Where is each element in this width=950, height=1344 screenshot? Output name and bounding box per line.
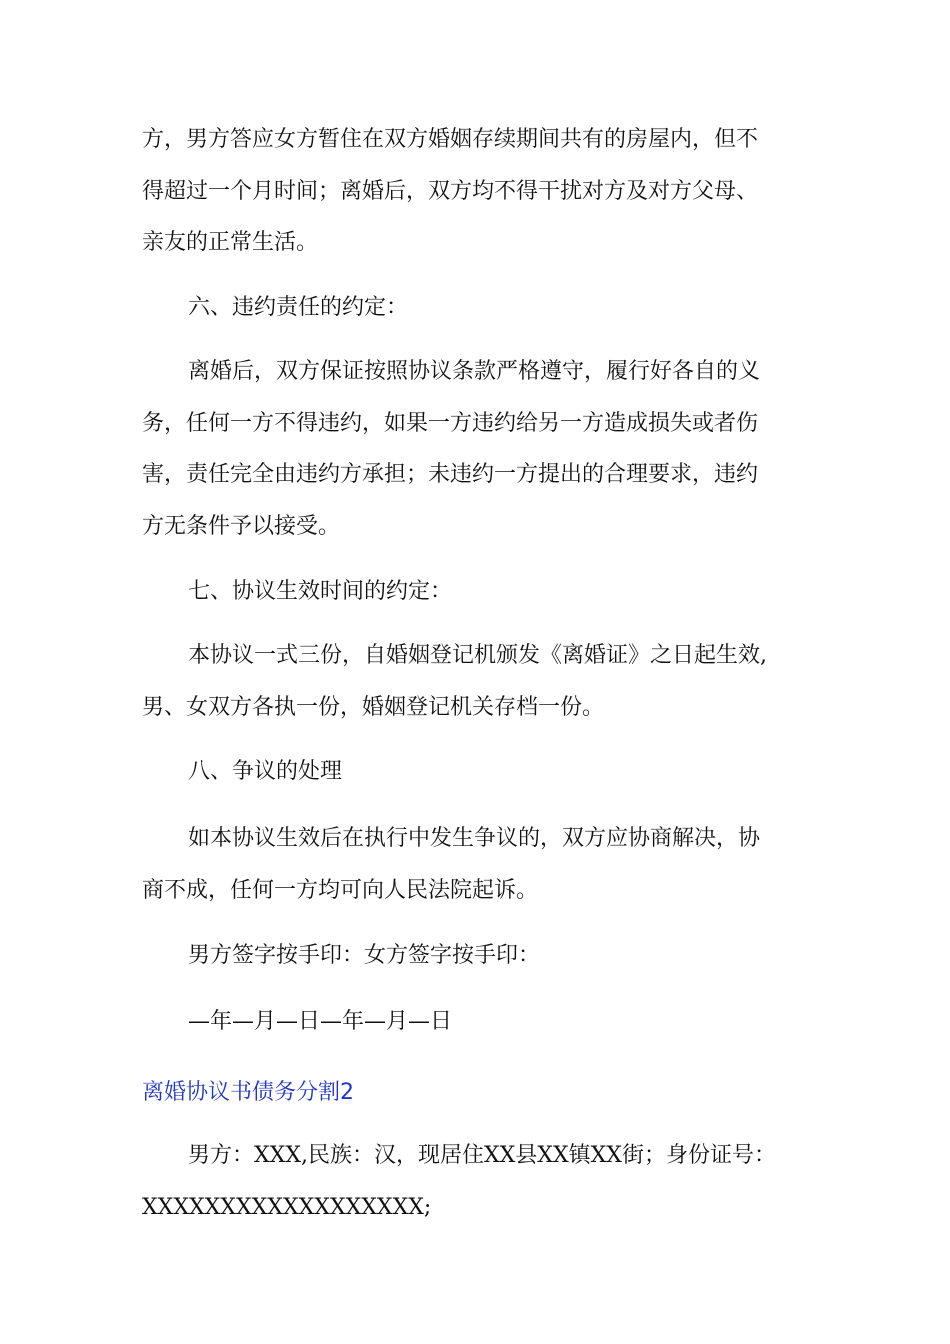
text-line: 七、协议生效时间的约定：: [188, 579, 453, 604]
text-line: 害，责任完全由违约方承担；未违约一方提出的合理要求，违约: [142, 462, 759, 487]
text-line: 男方：XXX,民族：汉，现居住XX县XX镇XX街；身份证号：: [188, 1143, 776, 1168]
text-line: 男、女双方各执一份，婚姻登记机关存档一份。: [142, 694, 605, 720]
signature-line: [188, 930, 860, 982]
text-line: 方无条件予以接受。: [142, 513, 341, 539]
paragraph-effective-terms: [142, 630, 814, 733]
text-line: 六、违约责任的约定：: [188, 295, 409, 320]
text-line: —年—月—日—年—月—日: [188, 1009, 453, 1034]
section-heading-effective-date: [188, 566, 860, 618]
text-line: XXXXXXXXXXXXXXXXXX;: [142, 1194, 432, 1220]
text-line: 务，任何一方不得违约，如果一方违约给另一方造成损失或者伤: [142, 410, 759, 436]
date-line: [188, 996, 860, 1048]
section-heading-breach: [188, 282, 860, 334]
section-heading-disputes: [188, 746, 860, 798]
text-line: 男方签字按手印：女方签字按手印：: [188, 943, 541, 968]
text-line: 得超过一个月时间；离婚后，双方均不得干扰对方及对方父母、: [142, 178, 759, 204]
document-heading: 离婚协议书债务分割2: [142, 1080, 354, 1105]
text-line: 八、争议的处理: [188, 759, 343, 784]
text-line: 方，男方答应女方暂住在双方婚姻存续期间共有的房屋内，但不: [142, 127, 759, 152]
paragraph-dispute-terms: [142, 813, 814, 916]
paragraph-party-info: [142, 1130, 814, 1233]
paragraph-breach-terms: [142, 346, 814, 552]
text-line: 商不成，任何一方均可向人民法院起诉。: [142, 877, 539, 903]
text-line: 亲友的正常生活。: [142, 230, 319, 255]
text-line: 离婚后，双方保证按照协议条款严格遵守，履行好各自的义: [188, 359, 761, 384]
text-line: 本协议一式三份，自婚姻登记机颁发《离婚证》之日起生效,: [188, 643, 767, 668]
paragraph-living-arrangement: [142, 114, 814, 269]
text-line: 如本协议生效后在执行中发生争议的，双方应协商解决，协: [188, 826, 761, 851]
